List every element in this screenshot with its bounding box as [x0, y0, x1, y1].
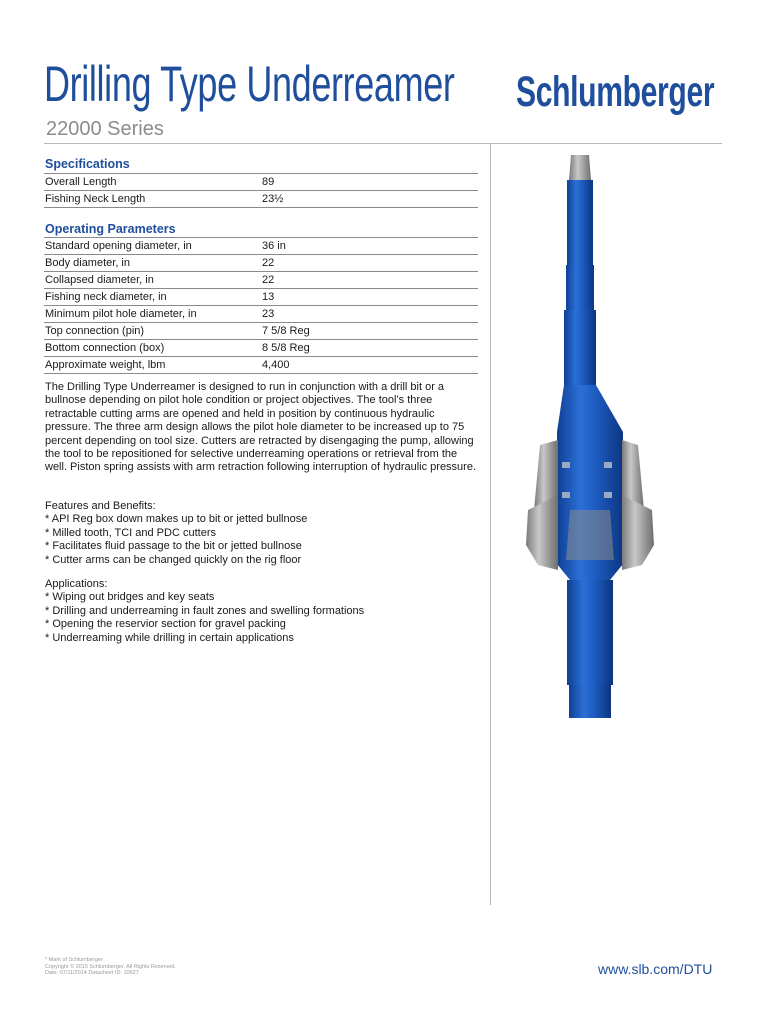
list-item: * Opening the reservior section for gravel packing	[45, 618, 286, 631]
table-row	[44, 272, 478, 289]
page-subtitle: 22000 Series	[46, 118, 164, 140]
param-label: Bottom connection (box)	[44, 340, 261, 357]
list-item: * API Reg box down makes up to bit or jetted bullnose	[45, 513, 308, 526]
header-divider	[44, 143, 722, 144]
copyright-note: Copyright © 2015 Schlumberger. All Rights Reserved.	[45, 963, 176, 970]
param-value: 13	[261, 289, 478, 306]
applications-section	[45, 578, 481, 645]
operating-parameters-table	[44, 237, 478, 374]
param-label: Top connection (pin)	[44, 323, 261, 340]
param-label: Fishing neck diameter, in	[44, 289, 261, 306]
param-label: Minimum pilot hole diameter, in	[44, 306, 261, 323]
table-row	[44, 306, 478, 323]
spec-value: 89	[261, 174, 478, 191]
website-link[interactable]: www.slb.com/DTU	[598, 961, 713, 977]
param-label: Standard opening diameter, in	[44, 238, 261, 255]
specifications-table	[44, 173, 478, 208]
column-divider	[490, 143, 491, 905]
applications-heading: Applications:	[45, 578, 108, 590]
company-logo: Schlumberger	[516, 68, 715, 116]
list-item: * Cutter arms can be changed quickly on the rig floor	[45, 553, 302, 566]
param-value: 23	[261, 306, 478, 323]
param-value: 4,400	[261, 357, 478, 374]
list-item: * Facilitates fluid passage to the bit or jetted bullnose	[45, 540, 302, 553]
underreamer-tool-image	[520, 150, 660, 725]
table-row	[44, 191, 478, 208]
table-row	[44, 289, 478, 306]
table-row	[44, 174, 478, 191]
table-row	[44, 238, 478, 255]
features-section	[45, 500, 481, 567]
spec-value: 23½	[261, 191, 478, 208]
page-title: Drilling Type Underreamer	[44, 56, 455, 112]
param-value: 7 5/8 Reg	[261, 323, 478, 340]
param-label: Body diameter, in	[44, 255, 261, 272]
datasheet-date: Date: 07/11/2014 Datasheet ID: 10627	[45, 970, 139, 976]
list-item: * Underreaming while drilling in certain applications	[45, 631, 294, 644]
param-value: 22	[261, 255, 478, 272]
param-value: 36 in	[261, 238, 478, 255]
product-description: The Drilling Type Underreamer is designed to run in conjunction with a drill bit or a bullnose depending on pilot hole condition or project objectives. The tool’s three retractable cutting arms are opened and held in position by continuous hydraulic pressure. The three arm design allows the pilot hole diameter to be increased up to 75 percent depending on tool size. Cutters are retracted by disengaging the pump, allowing the tool to be repositioned for selective underreaming operations or retrieval from the well. Piston spring assists with arm retraction following interruption of hydraulic pressure.	[45, 381, 477, 474]
list-item: * Milled tooth, TCI and PDC cutters	[45, 526, 216, 539]
table-row	[44, 323, 478, 340]
legal-footer	[45, 957, 176, 977]
specifications-heading: Specifications	[45, 157, 130, 171]
param-label: Approximate weight, lbm	[44, 357, 261, 374]
spec-label: Fishing Neck Length	[44, 191, 261, 208]
list-item: * Drilling and underreaming in fault zones and swelling formations	[45, 604, 365, 617]
table-row	[44, 255, 478, 272]
list-item: * Wiping out bridges and key seats	[45, 591, 215, 604]
features-heading: Features and Benefits:	[45, 500, 156, 512]
param-label: Collapsed diameter, in	[44, 272, 261, 289]
param-value: 8 5/8 Reg	[261, 340, 478, 357]
table-row	[44, 340, 478, 357]
operating-parameters-heading: Operating Parameters	[45, 222, 176, 236]
trademark-note: * Mark of Schlumberger	[45, 957, 103, 963]
spec-label: Overall Length	[44, 174, 261, 191]
table-row	[44, 357, 478, 374]
param-value: 22	[261, 272, 478, 289]
